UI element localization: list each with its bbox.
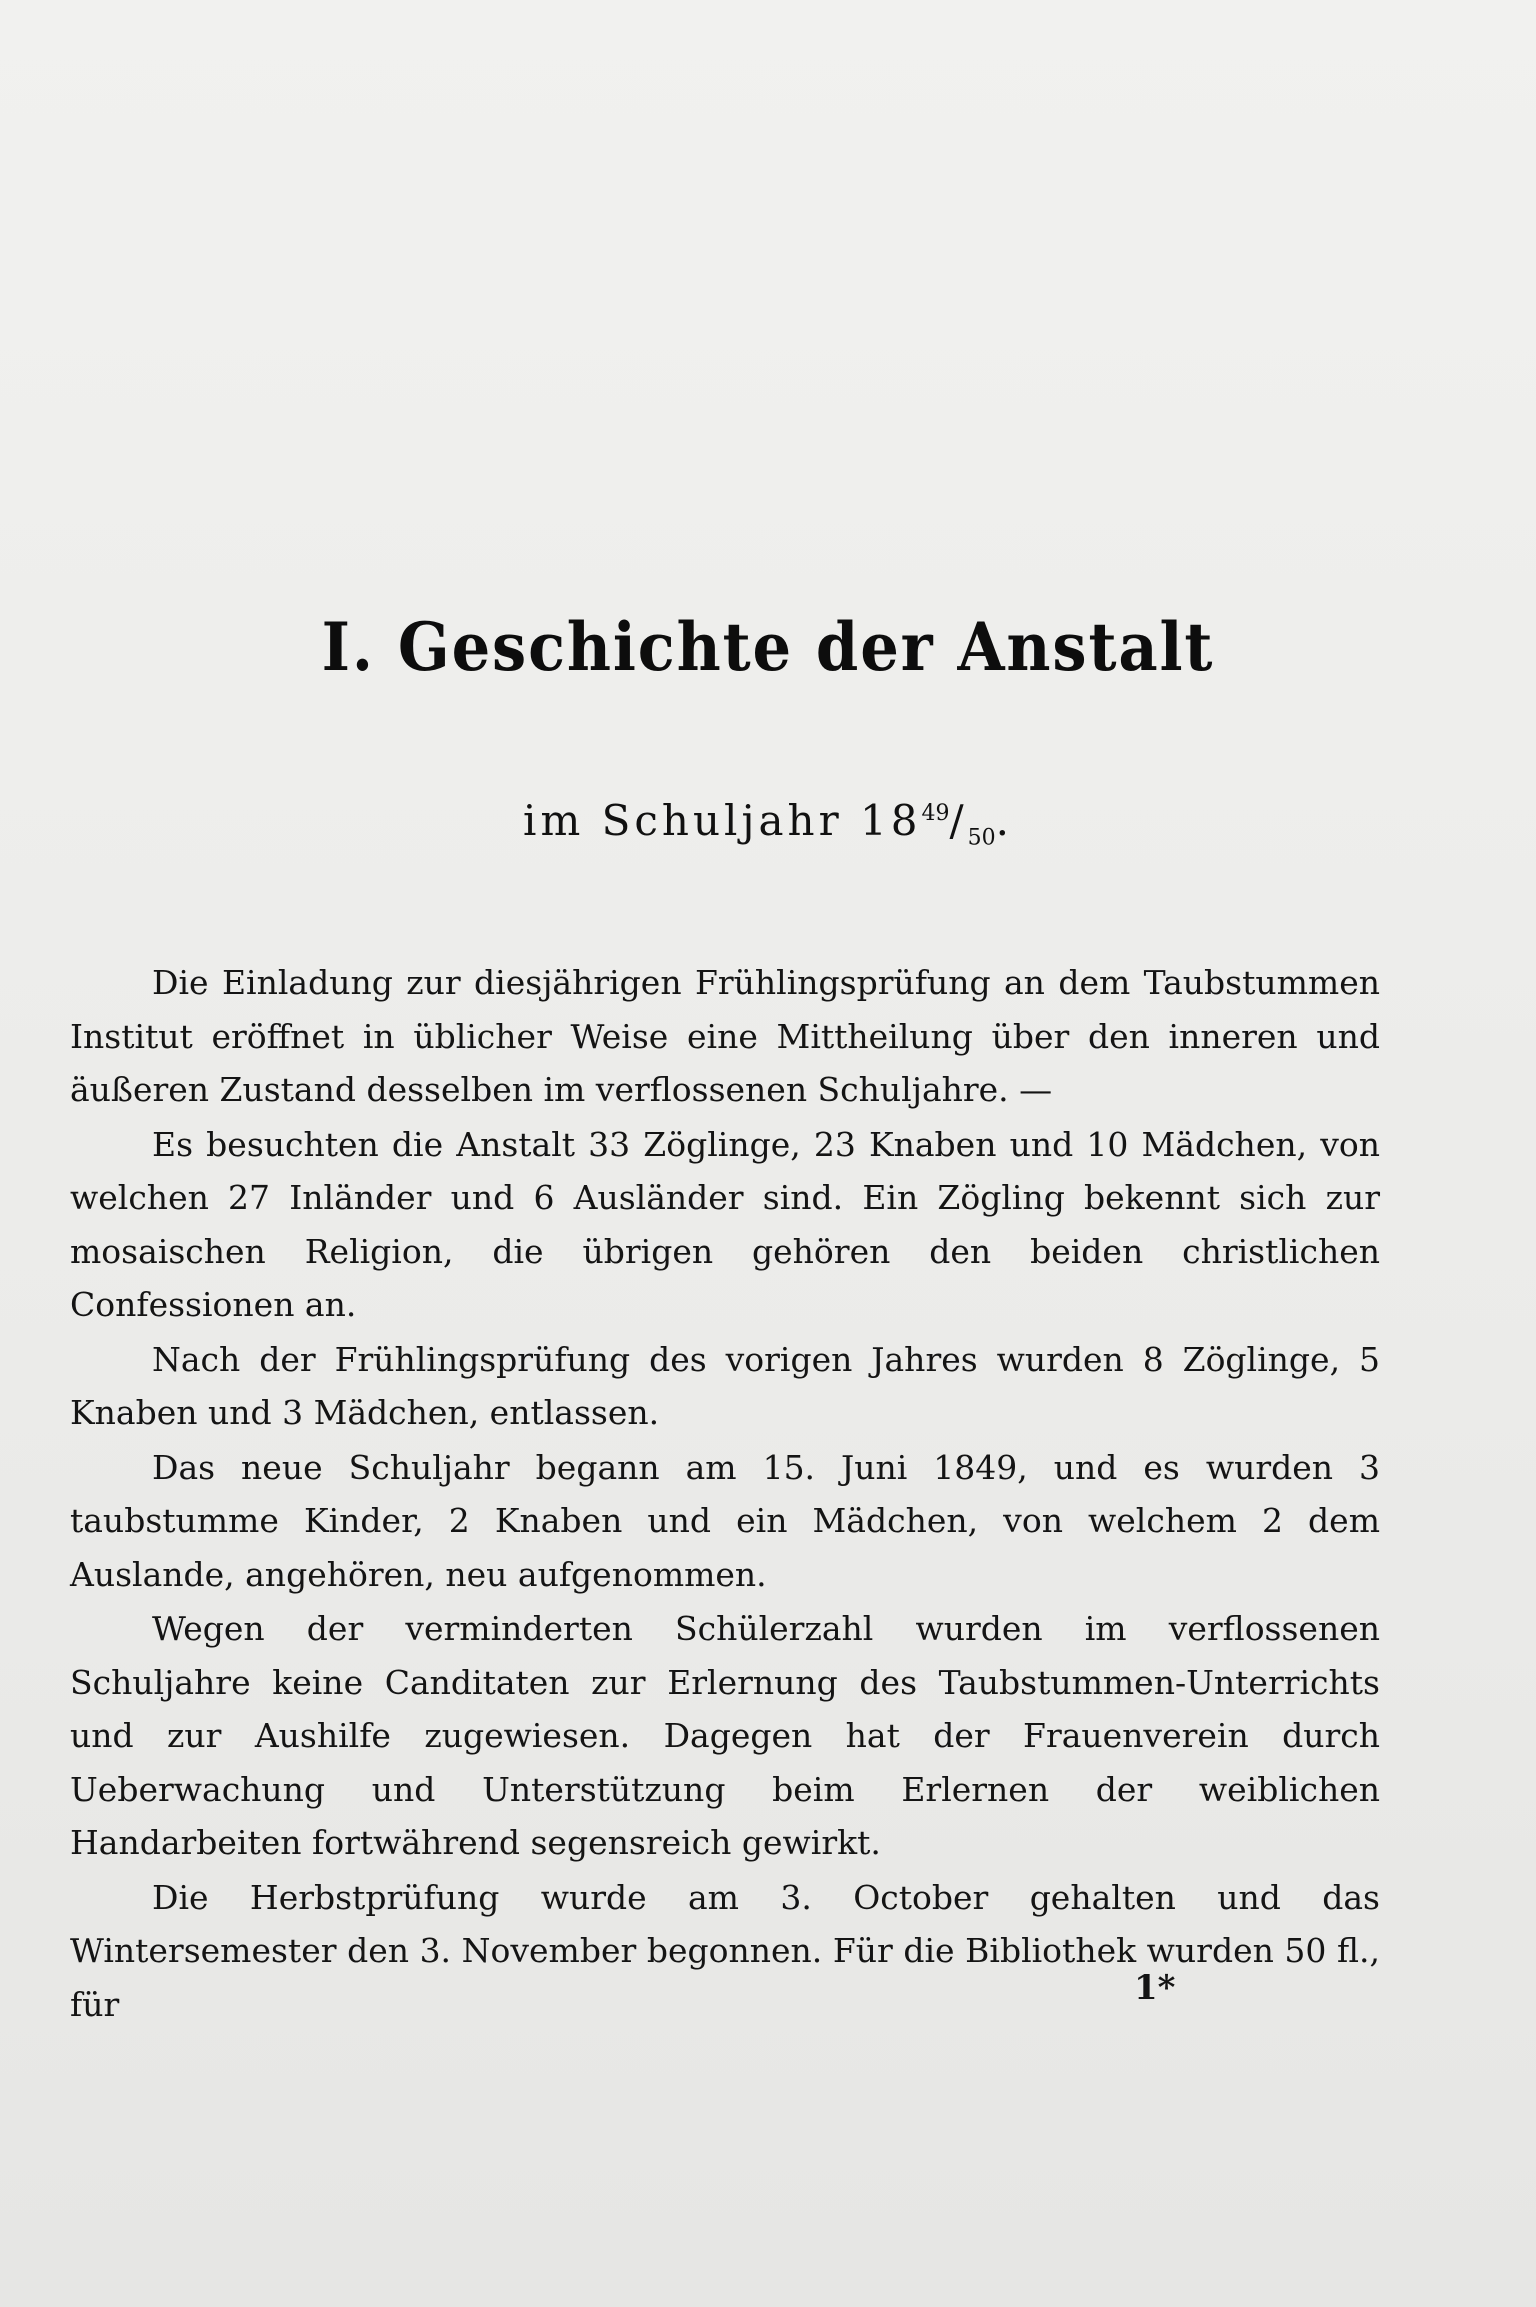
paragraph-6: Die Herbstprüfung wurde am 3. October gehalten und das Wintersemester den 3. November begonnen. Für die Bibliothek wurden 50 fl., für: [70, 1877, 1380, 2024]
paragraph-3: Nach der Frühlingsprüfung des vorigen Jahres wurden 8 Zöglinge, 5 Knaben und 3 Mädchen, entlassen.: [70, 1339, 1380, 1432]
subtitle-slash: /: [949, 796, 968, 845]
paragraph-2: Es besuchten die Anstalt 33 Zöglinge, 23 Knaben und 10 Mädchen, von welchen 27 Inländer und 6 Ausländer sind. Ein Zögling bekennt sich zur mosaischen Religion, die übrigen gehören den beiden christlichen Confessionen an.: [70, 1124, 1380, 1324]
chapter-title: I. Geschichte der Anstalt: [321, 608, 1215, 686]
subtitle-year-sub: 50: [967, 825, 996, 851]
subtitle-prefix: im Schuljahr 18: [523, 796, 922, 845]
paragraph-4: Das neue Schuljahr begann am 15. Juni 1849, und es wurden 3 taubstumme Kinder, 2 Knaben und ein Mädchen, von welchem 2 dem Auslande, angehören, neu aufgenommen.: [70, 1447, 1380, 1594]
paragraph-5: Wegen der verminderten Schülerzahl wurden im verflossenen Schuljahre keine Canditaten zur Erlernung des Taubstummen-Unterrichts und zur Aushilfe zugewiesen. Dagegen hat der Frauenverein durch Ueberwachung und Unterstützung beim Erlernen der weiblichen Handarbeiten fortwährend segensreich gewirkt.: [70, 1609, 1380, 1862]
body-text: [70, 956, 1380, 2032]
signature-mark: 1*: [1134, 1968, 1176, 2008]
paragraph-1: Die Einladung zur diesjährigen Frühlingsprüfung an dem Taubstummen Institut eröffnet in üblicher Weise eine Mittheilung über den inneren und äußeren Zustand desselben im verflossenen Schuljahre. —: [70, 963, 1380, 1109]
chapter-subtitle: [0, 796, 1536, 850]
subtitle-year-sup: 49: [921, 801, 950, 826]
subtitle-suffix: .: [995, 796, 1013, 845]
